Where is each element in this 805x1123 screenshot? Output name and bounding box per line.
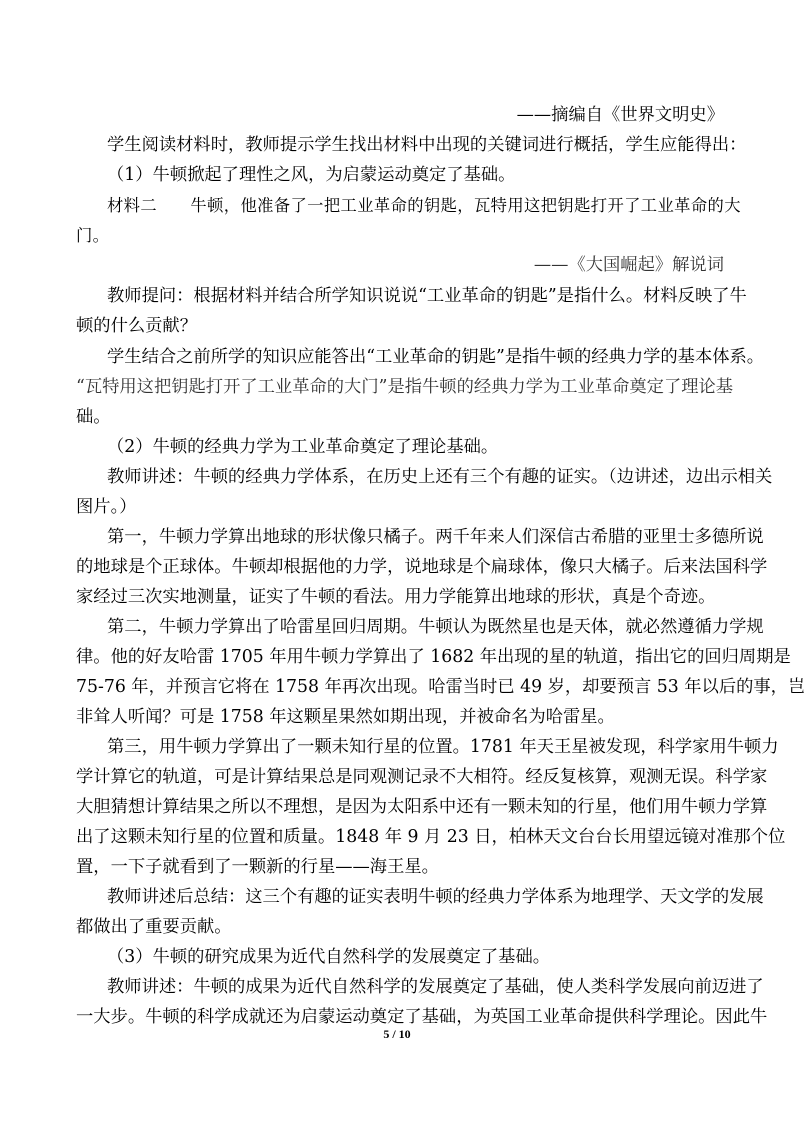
paragraph-line: 顿的什么贡献？	[76, 316, 197, 336]
paragraph-line: 置，一下子就看到了一颗新的行星——海王星。	[76, 857, 439, 877]
paragraph-line: 的地球是个正球体。牛顿却根据他的力学，说地球是个扁球体，像只大橘子。后来法国科学	[76, 557, 768, 577]
paragraph-line: 第一，牛顿力学算出地球的形状像只橘子。两千年来人们深信古希腊的亚里士多德所说	[107, 527, 764, 547]
paragraph-line: 教师讲述后总结：这三个有趣的证实表明牛顿的经典力学体系为地理学、天文学的发展	[107, 887, 764, 907]
paragraph-line: “瓦特用这把钥匙打开了工业革命的大门”是指牛顿的经典力学为工业革命奠定了理论基	[76, 377, 734, 397]
paragraph-line: 教师讲述：牛顿的成果为近代自然科学的发展奠定了基础，使人类科学发展向前迈进了	[107, 977, 764, 997]
point-3-heading: （3）牛顿的研究成果为近代自然科学的发展奠定了基础。	[107, 947, 551, 967]
paragraph-line: 都做出了重要贡献。	[76, 917, 232, 937]
paragraph-line: 第三，用牛顿力学算出了一颗未知行星的位置。1781 年天王星被发现，科学家用牛顿力	[107, 737, 779, 757]
paragraph-line: 教师讲述：牛顿的经典力学体系，在历史上还有三个有趣的证实。（边讲述，边出示相关	[107, 467, 773, 487]
material-two-line: 材料二 牛顿，他准备了一把工业革命的钥匙，瓦特用这把钥匙打开了工业革命的大	[107, 196, 741, 215]
paragraph-line: 75-76 年，并预言它将在 1758 年再次出现。哈雷当时已 49 岁，却要预言 53 年以后的事，岂	[76, 677, 805, 697]
paragraph-line: 律。他的好友哈雷 1705 年用牛顿力学算出了 1682 年出现的星的轨道，指出它的回归周期是	[76, 647, 791, 667]
paragraph-line: 家经过三次实地测量，证实了牛顿的看法。用力学能算出地球的形状，真是个奇迹。	[76, 587, 716, 607]
paragraph-line: 出了这颗未知行星的位置和质量。1848 年 9 月 23 日，柏林天文台台长用望远镜对准那个位	[76, 827, 786, 847]
paragraph-line: 图片。）	[76, 497, 137, 517]
page-number: 5 / 10	[383, 1027, 411, 1041]
paragraph-line: 一大步。牛顿的科学成就还为启蒙运动奠定了基础，为英国工业革命提供科学理论。因此牛	[76, 1007, 768, 1027]
paragraph-line: 第二，牛顿力学算出了哈雷星回归周期。牛顿认为既然星也是天体，就必然遵循力学规	[107, 617, 764, 637]
paragraph-line: 非耸人听闻？可是 1758 年这颗星果然如期出现，并被命名为哈雷星。	[76, 707, 615, 727]
material-two-line: 门。	[76, 226, 110, 245]
source-citation-2: ——《大国崛起》解说词	[533, 255, 724, 275]
paragraph-line: 学生阅读材料时，教师提示学生找出材料中出现的关键词进行概括，学生应能得出：	[107, 135, 747, 155]
source-citation-1: ——摘编自《世界文明史》	[516, 105, 724, 125]
paragraph-line: 教师提问：根据材料并结合所学知识说说“工业革命的钥匙”是指什么。材料反映了牛	[107, 286, 747, 306]
paragraph-line: 础。	[76, 407, 111, 427]
paragraph-line: 学生结合之前所学的知识应能答出“工业革命的钥匙”是指牛顿的经典力学的基本体系。	[107, 347, 765, 367]
paragraph-line: 大胆猜想计算结果之所以不理想，是因为太阳系中还有一颗未知的行星，他们用牛顿力学算	[76, 797, 768, 817]
point-2-heading: （2）牛顿的经典力学为工业革命奠定了理论基础。	[107, 437, 499, 457]
paragraph-line: 学计算它的轨道，可是计算结果总是同观测记录不大相符。经反复核算，观测无误。科学家	[76, 767, 768, 787]
point-1-heading: （1）牛顿掀起了理性之风，为启蒙运动奠定了基础。	[107, 165, 516, 185]
